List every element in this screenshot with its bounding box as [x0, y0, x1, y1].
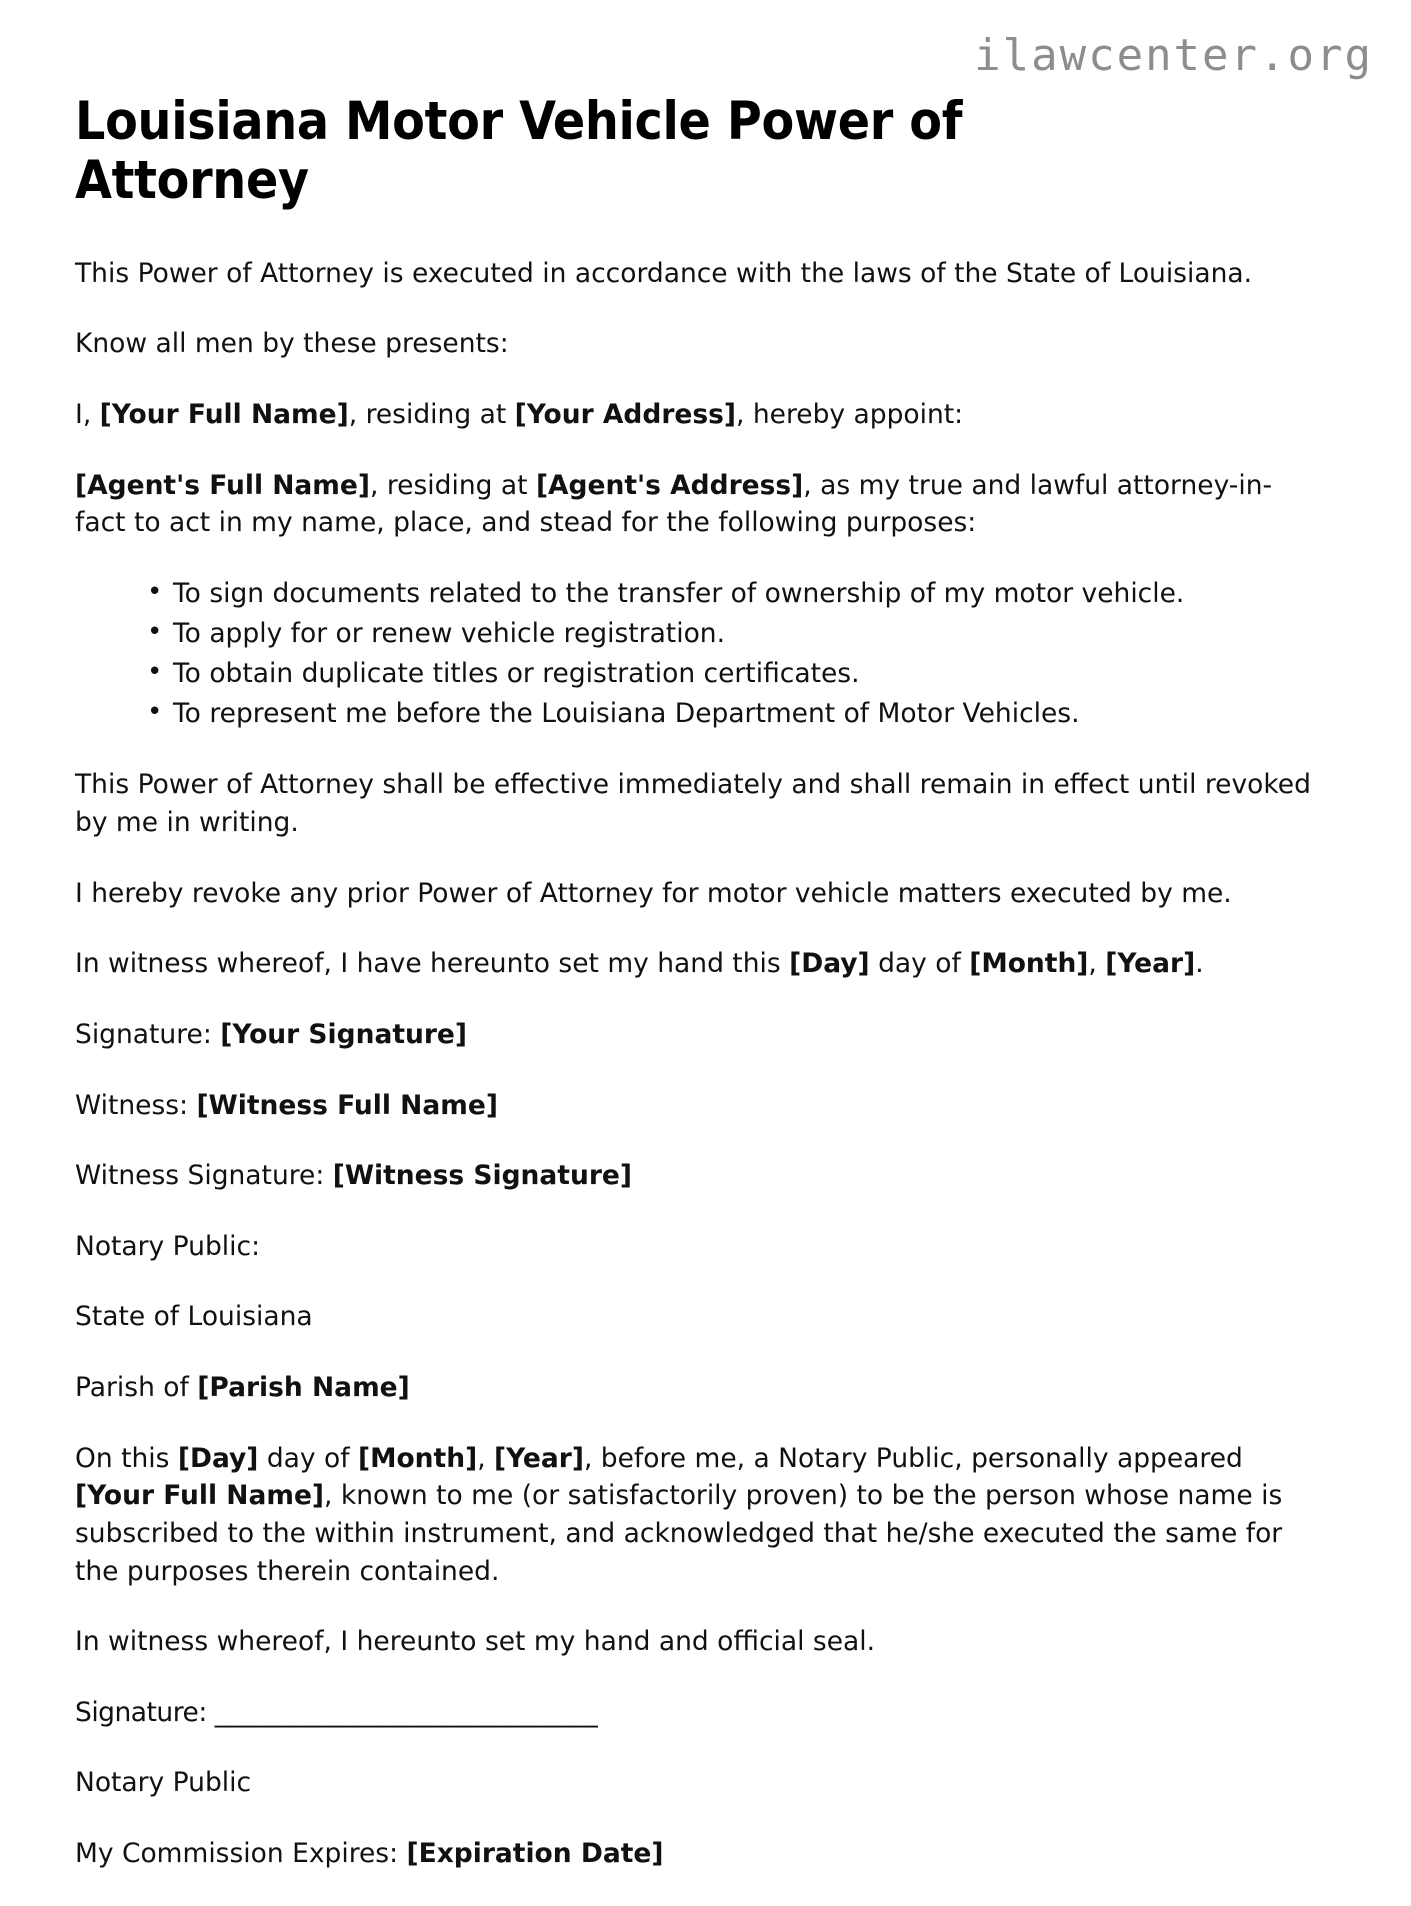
ack-month-placeholder: [Month]: [357, 1442, 478, 1474]
page-title: Louisiana Motor Vehicle Power of Attorney: [75, 91, 963, 212]
witness-whereof-mid1: day of: [869, 948, 970, 980]
witness-whereof-suffix: .: [1195, 948, 1204, 980]
witness-signature-line: [75, 1157, 1320, 1195]
principal-name-placeholder: [Your Full Name]: [99, 398, 349, 430]
parish-placeholder: [Parish Name]: [197, 1372, 410, 1404]
witness-whereof-paragraph: [75, 945, 1320, 983]
witness-signature-label: Witness Signature:: [75, 1160, 333, 1192]
notary-signature-rule: ______________________________: [214, 1696, 598, 1728]
ack-suffix: , known to me (or satisfactorily proven) to be the person whose name is subscribed to the within instrument, and acknowledged that he/she executed the same for the purposes therein contained.: [75, 1480, 1283, 1587]
intro-paragraph: This Power of Attorney is executed in accordance with the laws of the State of Louisiana.: [75, 257, 1253, 289]
month-placeholder: [Month]: [969, 948, 1089, 980]
list-item: • To sign documents related to the transfer of ownership of my motor vehicle.: [147, 575, 1325, 613]
site-watermark: ilawcenter.org: [974, 30, 1373, 81]
ack-mid3: , before me, a Notary Public, personally appeared: [583, 1442, 1243, 1474]
effectiveness-paragraph: This Power of Attorney shall be effective immediately and shall remain in effect until revoked by me in writing.: [75, 769, 1311, 839]
principal-suffix: , hereby appoint:: [736, 398, 964, 430]
agent-paragraph: [75, 467, 1320, 542]
parish-label: Parish of: [75, 1372, 198, 1404]
ack-prefix: On this: [75, 1442, 178, 1474]
list-item: • To represent me before the Louisiana Department of Motor Vehicles.: [147, 695, 1325, 733]
ack-name-placeholder: [Your Full Name]: [75, 1480, 325, 1512]
notary-title-line: Notary Public: [75, 1767, 252, 1799]
notary-parish-line: [75, 1369, 1320, 1407]
document-body: [75, 92, 1325, 1906]
principal-prefix: I,: [75, 398, 100, 430]
signature-line: [75, 1016, 1320, 1054]
agent-suffix: , as my true and lawful attorney-in-fact to act in my name, place, and stead for the following purposes:: [75, 469, 1273, 539]
witness-label: Witness:: [75, 1089, 197, 1121]
list-item: • To obtain duplicate titles or registration certificates.: [147, 655, 1325, 693]
notary-signature-line: [75, 1694, 1320, 1732]
witness-whereof-mid2: ,: [1088, 948, 1106, 980]
commission-expires-line: [75, 1835, 1320, 1873]
notary-public-heading: Notary Public:: [75, 1230, 261, 1262]
revocation-paragraph: I hereby revoke any prior Power of Attorney for motor vehicle matters executed by me.: [75, 877, 1232, 909]
ack-day-placeholder: [Day]: [177, 1442, 259, 1474]
ack-mid1: day of: [258, 1442, 358, 1474]
day-placeholder: [Day]: [789, 948, 870, 980]
witness-signature-placeholder: [Witness Signature]: [332, 1160, 632, 1192]
notary-acknowledgment-paragraph: [75, 1440, 1320, 1591]
commission-placeholder: [Expiration Date]: [406, 1838, 664, 1870]
signature-label: Signature:: [75, 1018, 221, 1050]
witness-whereof-prefix: In witness whereof, I have hereunto set my hand this: [75, 948, 790, 980]
witness-name-placeholder: [Witness Full Name]: [196, 1089, 498, 1121]
agent-middle: , residing at: [370, 469, 536, 501]
commission-label: My Commission Expires:: [75, 1838, 407, 1870]
notary-signature-label: Signature:: [75, 1696, 215, 1728]
agent-name-placeholder: [Agent's Full Name]: [75, 469, 371, 501]
agent-address-placeholder: [Agent's Address]: [535, 469, 804, 501]
ack-mid2: ,: [477, 1442, 495, 1474]
know-all-men-paragraph: Know all men by these presents:: [75, 328, 509, 360]
ack-year-placeholder: [Year]: [494, 1442, 584, 1474]
principal-middle: , residing at: [348, 398, 515, 430]
signature-placeholder: [Your Signature]: [220, 1018, 468, 1050]
principal-paragraph: [75, 396, 1320, 434]
list-item: • To apply for or renew vehicle registration.: [147, 615, 1325, 653]
year-placeholder: [Year]: [1105, 948, 1196, 980]
notary-state-line: State of Louisiana: [75, 1301, 313, 1333]
witness-name-line: [75, 1087, 1320, 1125]
purposes-list: [75, 575, 1325, 734]
principal-address-placeholder: [Your Address]: [514, 398, 737, 430]
notary-seal-line: In witness whereof, I hereunto set my hand and official seal.: [75, 1626, 876, 1658]
